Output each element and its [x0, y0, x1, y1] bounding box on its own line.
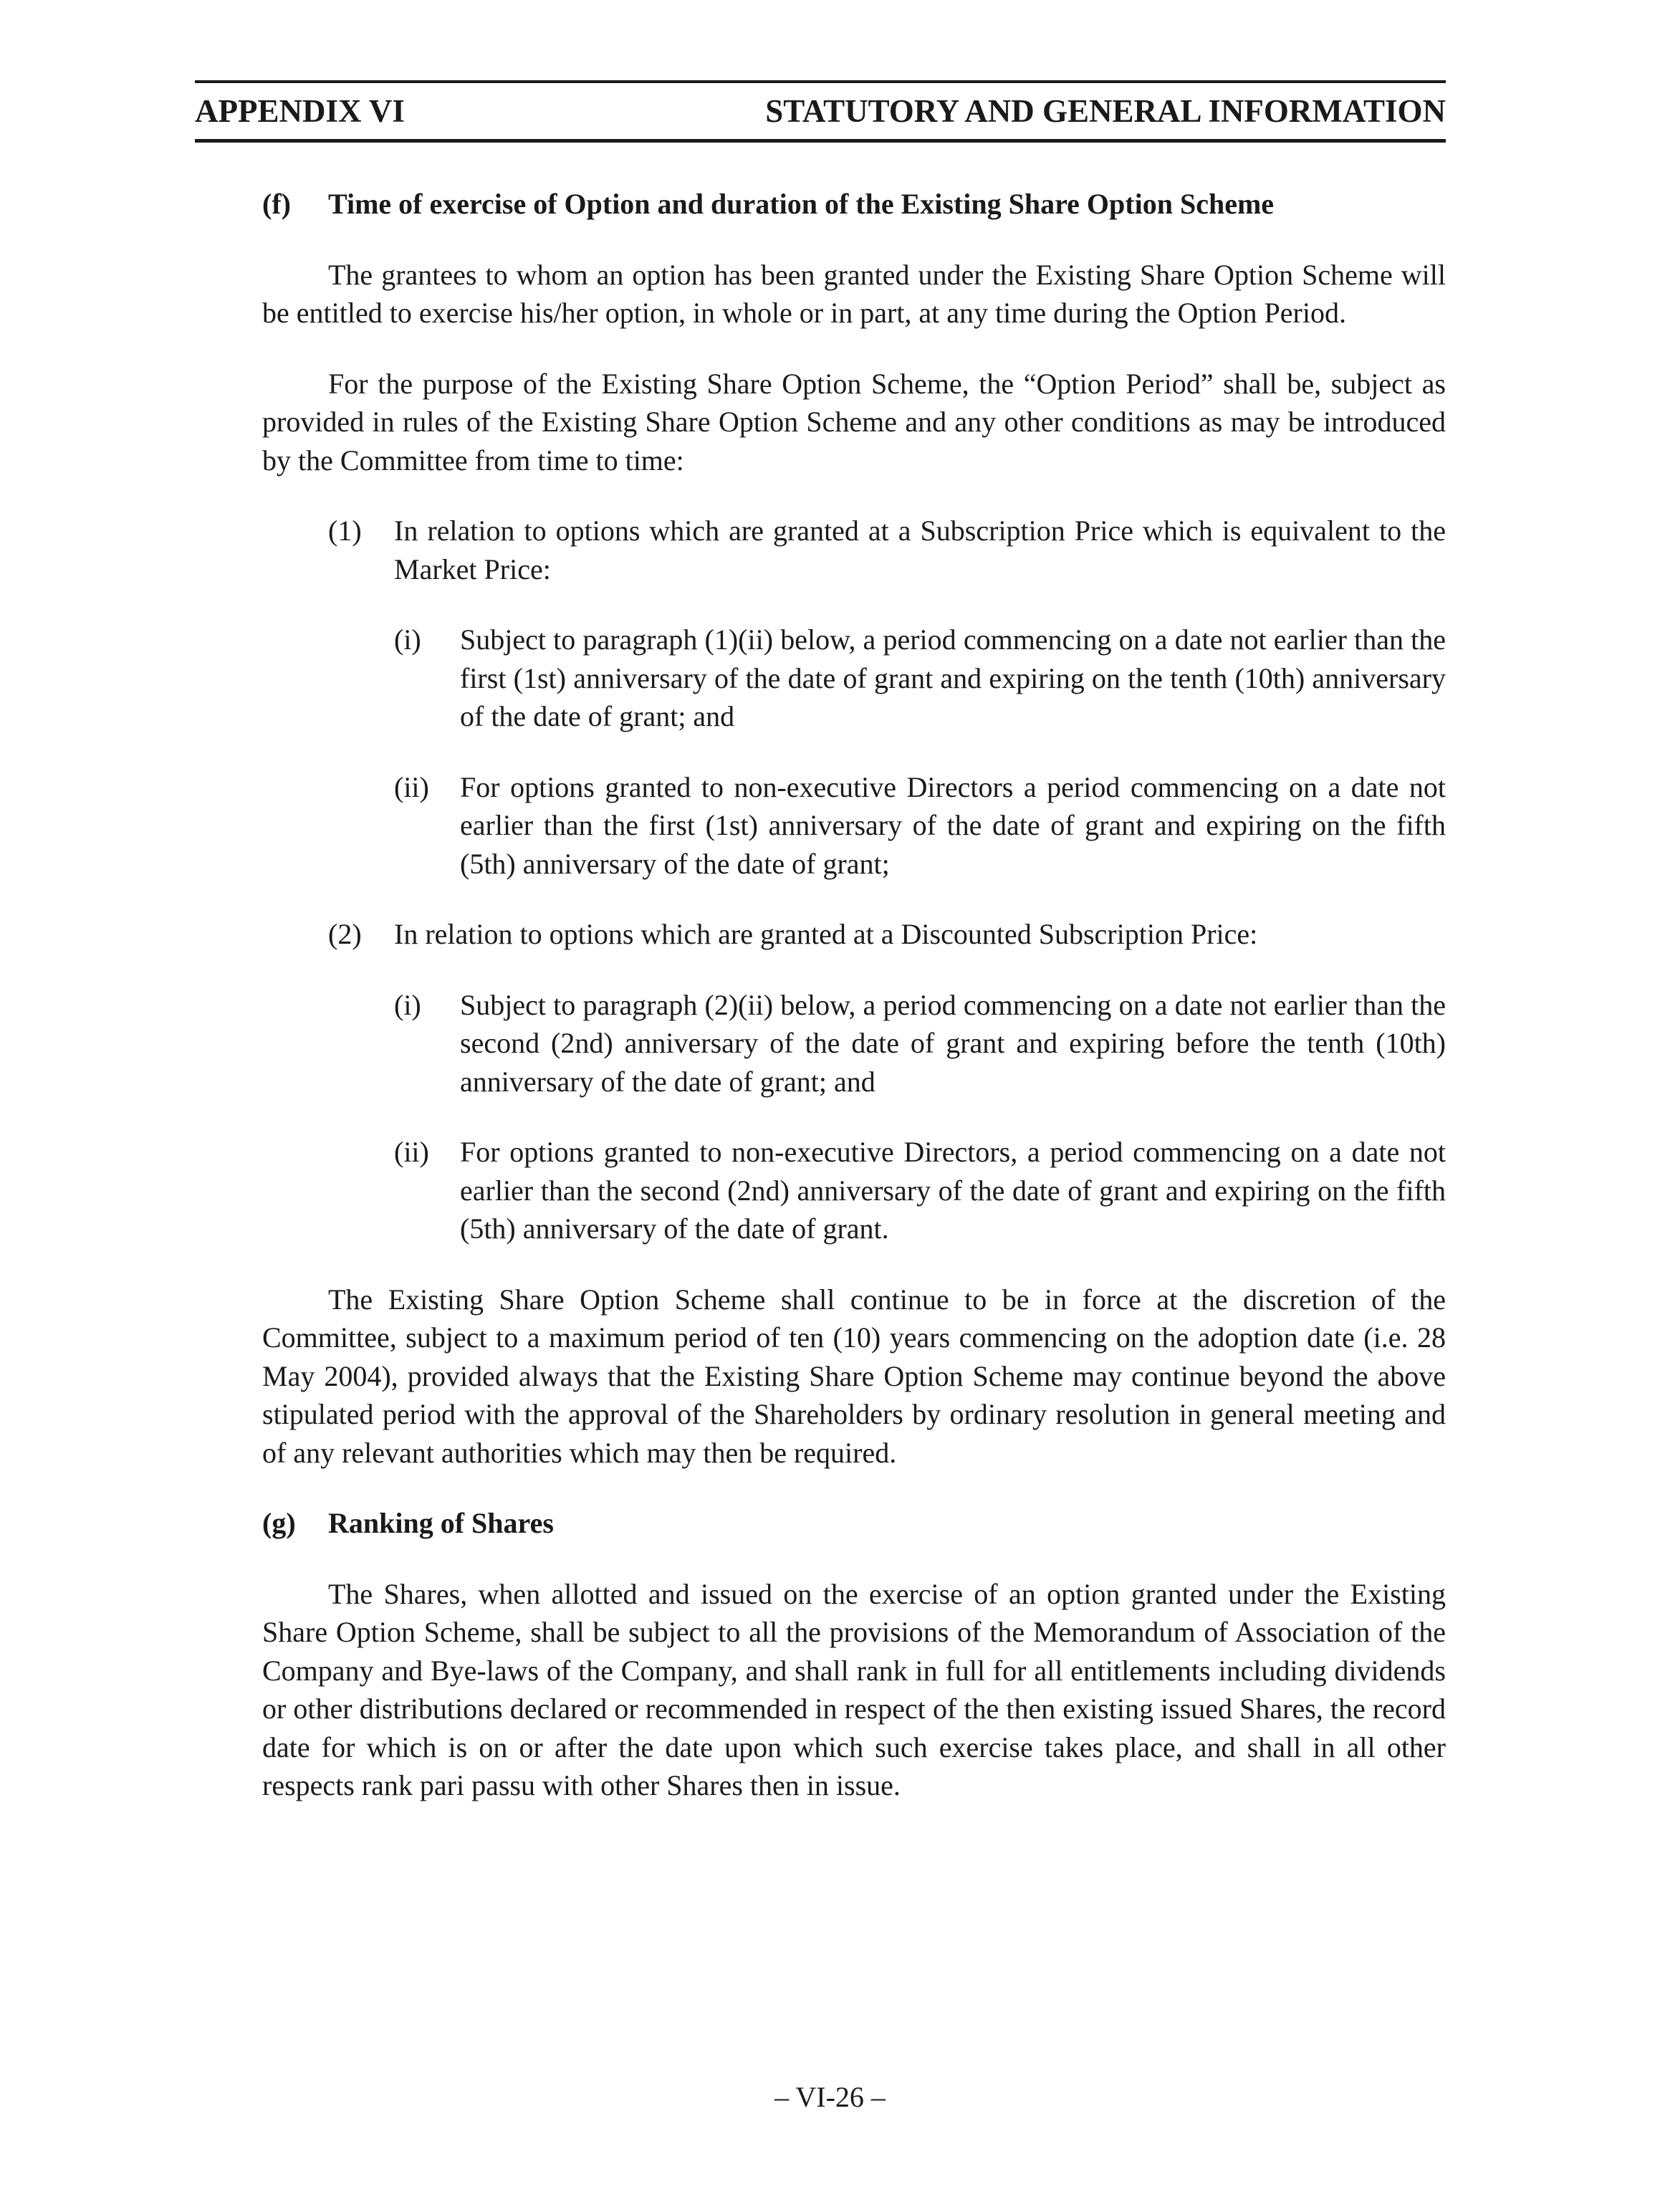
section-f-paragraph-3: The Existing Share Option Scheme shall continue to be in force at the discretion of the Committee, subject to a maximum period of ten (10) years commencing on the adoption date (i.e. 28 May 2004), provided always that the Existing Share Option Scheme may continue beyond the above stipulated period with the approval of the Shareholders by ordinary resolution in general meeting and of any relevant authorities which may then be required.: [262, 1283, 1446, 1469]
list-item-2-ii-text: For options granted to non-executive Directors, a period commencing on a date not earlier than the second (2nd) anniversary of the date of grant and expiring on the fifth (5th) anniversary of the date of grant.: [460, 1136, 1446, 1245]
section-g-paragraph-1: The Shares, when allotted and issued on the exercise of an option granted under the Existing Share Option Scheme, shall be subject to all the provisions of the Memorandum of Association of the Company and Bye-laws of the Company, and shall rank in full for all entitlements including dividends or other distributions declared or recommended in respect of the then existing issued Shares, the record date for which is on or after the date upon which such exercise takes place, and shall in all other respects rank pari passu with other Shares then in issue.: [262, 1577, 1446, 1801]
section-f-heading: [262, 185, 1446, 224]
list-item-2-i-text: Subject to paragraph (2)(ii) below, a period commencing on a date not earlier than the second (2nd) anniversary of the date of grant and expiring before the tenth (10th) anniversary of the date of grant; and: [460, 988, 1446, 1098]
list-item-1-ii-text: For options granted to non-executive Directors a period commencing on a date not earlier than the first (1st) anniversary of the date of grant and expiring on the fifth (5th) anniversary of the date of grant;: [460, 770, 1446, 880]
section-g-title: Ranking of Shares: [328, 1507, 554, 1539]
list-item-2-i: [394, 986, 1446, 1101]
list-item-1-text: In relation to options which are granted at a Subscription Price which is equivalent to the Market Price:: [394, 514, 1446, 585]
list-item-1: [328, 512, 1446, 588]
list-item-1-ii-label: (ii): [394, 770, 429, 803]
header-top-rule: [195, 80, 1446, 83]
section-f-paragraph-1: The grantees to whom an option has been granted under the Existing Share Option Scheme will be entitled to exercise his/her option, in whole or in part, at any time during the Option Period.: [262, 258, 1446, 329]
page-number: – VI-26 –: [774, 2081, 886, 2113]
list-item-1-i-label: (i): [394, 623, 421, 656]
header-appendix-label: APPENDIX VI: [195, 93, 405, 129]
header-section-title: STATUTORY AND GENERAL INFORMATION: [765, 93, 1446, 129]
list-item-2-ii-label: (ii): [394, 1136, 429, 1168]
list-item-2-ii: [394, 1133, 1446, 1248]
list-item-2-label: (2): [328, 918, 362, 950]
list-item-1-label: (1): [328, 514, 362, 547]
page-header: [195, 87, 1446, 135]
list-item-1-i-text: Subject to paragraph (1)(ii) below, a period commencing on a date not earlier than the first (1st) anniversary of the date of grant and expiring on the tenth (10th) anniversary of the date of grant; and: [460, 623, 1446, 732]
list-item-1-ii: [394, 768, 1446, 884]
page-body: [262, 185, 1446, 1837]
list-item-2-i-label: (i): [394, 988, 421, 1021]
section-g-label: (g): [262, 1507, 296, 1539]
list-item-1-i: [394, 621, 1446, 736]
section-g-heading: [262, 1504, 1446, 1543]
list-item-2: [328, 915, 1446, 954]
section-f-title: Time of exercise of Option and duration of the Existing Share Option Scheme: [328, 188, 1275, 220]
section-f-paragraph-2: For the purpose of the Existing Share Option Scheme, the “Option Period” shall be, subject as provided in rules of the Existing Share Option Scheme and any other conditions as may be introduced by the Committee from time to time:: [262, 367, 1446, 477]
section-f-label: (f): [262, 188, 291, 220]
list-item-2-text: In relation to options which are granted at a Discounted Subscription Price:: [394, 918, 1258, 950]
header-bottom-rule: [195, 139, 1446, 143]
